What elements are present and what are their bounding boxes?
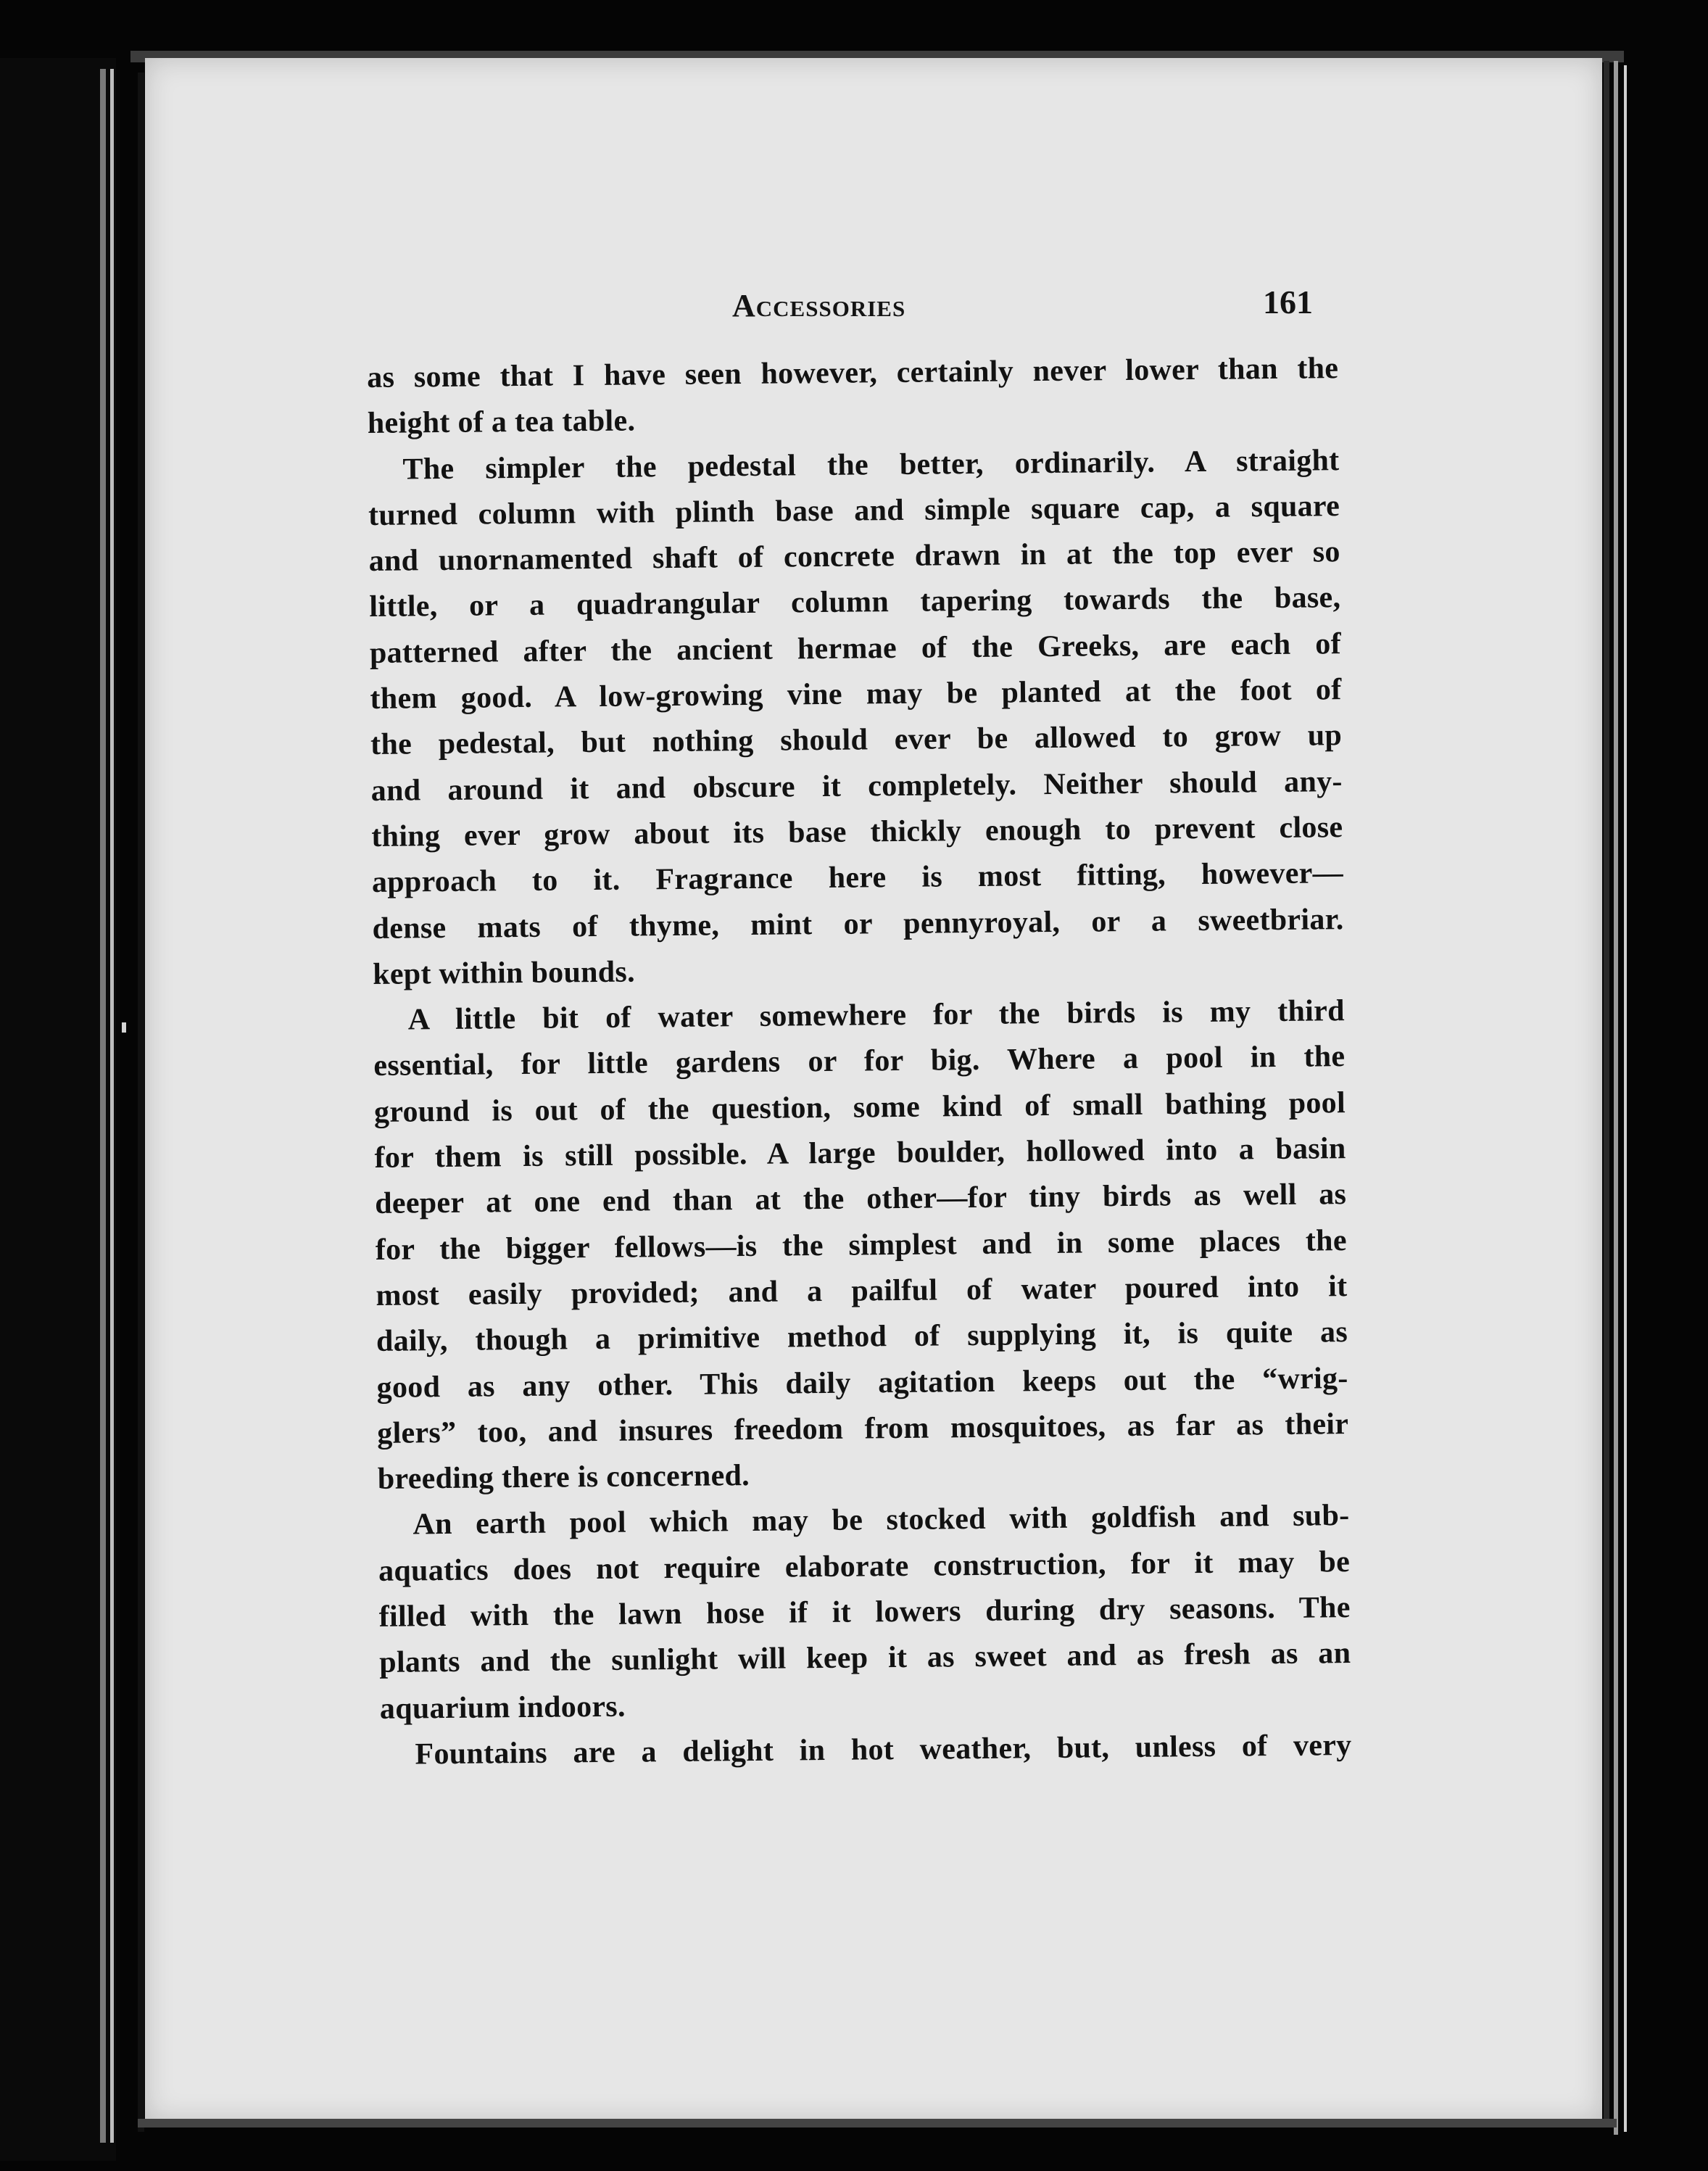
body-text (367, 346, 1352, 1778)
running-head: Accessories (732, 288, 906, 323)
text-line: for them is still possible. A large boulder, hollowed into a basin (374, 1132, 1346, 1175)
text-line: them good. A low-growing vine may be planted at the foot of (370, 673, 1342, 716)
text-line: and unornamented shaft of concrete drawn in at the top ever so (368, 535, 1340, 579)
left-page-edge (0, 58, 116, 2161)
text-line: The simpler the pedestal the better, ordinarily. A straight (402, 443, 1340, 487)
text-line: dense mats of thyme, mint or pennyroyal, or a sweetbriar. (372, 902, 1344, 946)
page-edge-line (1604, 61, 1609, 2127)
text-line: and around it and obscure it completely. Neither should any- (370, 764, 1343, 808)
text-line: kept within bounds. (372, 955, 636, 991)
text-line: deeper at one end than at the other—for tiny birds as well as (375, 1178, 1347, 1221)
page-edge-line (1614, 61, 1618, 2135)
text-line: for the bigger fellows—is the simplest and in some places the (375, 1223, 1348, 1267)
text-line: ground is out of the question, some kind of small bathing pool (373, 1086, 1346, 1129)
text-line: the pedestal, but nothing should ever be allowed to grow up (370, 719, 1343, 762)
text-line: little, or a quadrangular column tapering towards the base, (369, 581, 1341, 624)
page-number: 161 (1263, 284, 1313, 321)
text-line: Fountains are a delight in hot weather, but, unless of very (415, 1728, 1352, 1771)
text-line: aquatics does not require elaborate construction, for it may be (378, 1544, 1351, 1588)
text-line: good as any other. This daily agitation keeps out the “wrig- (376, 1361, 1348, 1405)
text-line: plants and the sunlight will keep it as sweet and as fresh as an (379, 1637, 1351, 1680)
text-line: breeding there is concerned. (377, 1459, 750, 1497)
binding-edge-line (110, 69, 114, 2143)
text-line: daily, though a primitive method of supplying it, is quite as (376, 1315, 1348, 1359)
text-line: turned column with plinth base and simple square cap, a square (368, 489, 1340, 532)
text-line: as some that I have seen however, certainly never lower than the (367, 352, 1339, 394)
text-line: An earth pool which may be stocked with goldfish and sub- (413, 1499, 1350, 1542)
text-line: patterned after the ancient hermae of the Greeks, are each of (369, 627, 1342, 670)
page-edge-line (1624, 65, 1627, 2132)
binding-edge-line (100, 69, 106, 2143)
gutter-shadow (138, 73, 144, 2132)
text-line: most easily provided; and a pailful of water poured into it (376, 1270, 1348, 1312)
text-line: filled with the lawn hose if it lowers during dry seasons. The (378, 1591, 1351, 1634)
text-line: essential, for little gardens or for big. Where a pool in the (373, 1040, 1346, 1083)
gutter-mark (122, 1022, 126, 1033)
bottom-edge-shadow (138, 2119, 1617, 2127)
text-line: height of a tea table. (367, 404, 636, 441)
text-line: A little bit of water somewhere for the birds is my third (407, 994, 1345, 1037)
text-line: thing ever grow about its base thickly enough to prevent close (371, 811, 1343, 853)
text-line: aquarium indoors. (379, 1690, 626, 1726)
text-line: glers” too, and insures freedom from mosquitoes, as far as their (377, 1407, 1349, 1450)
text-line: approach to it. Fragrance here is most fitting, however— (371, 856, 1344, 900)
